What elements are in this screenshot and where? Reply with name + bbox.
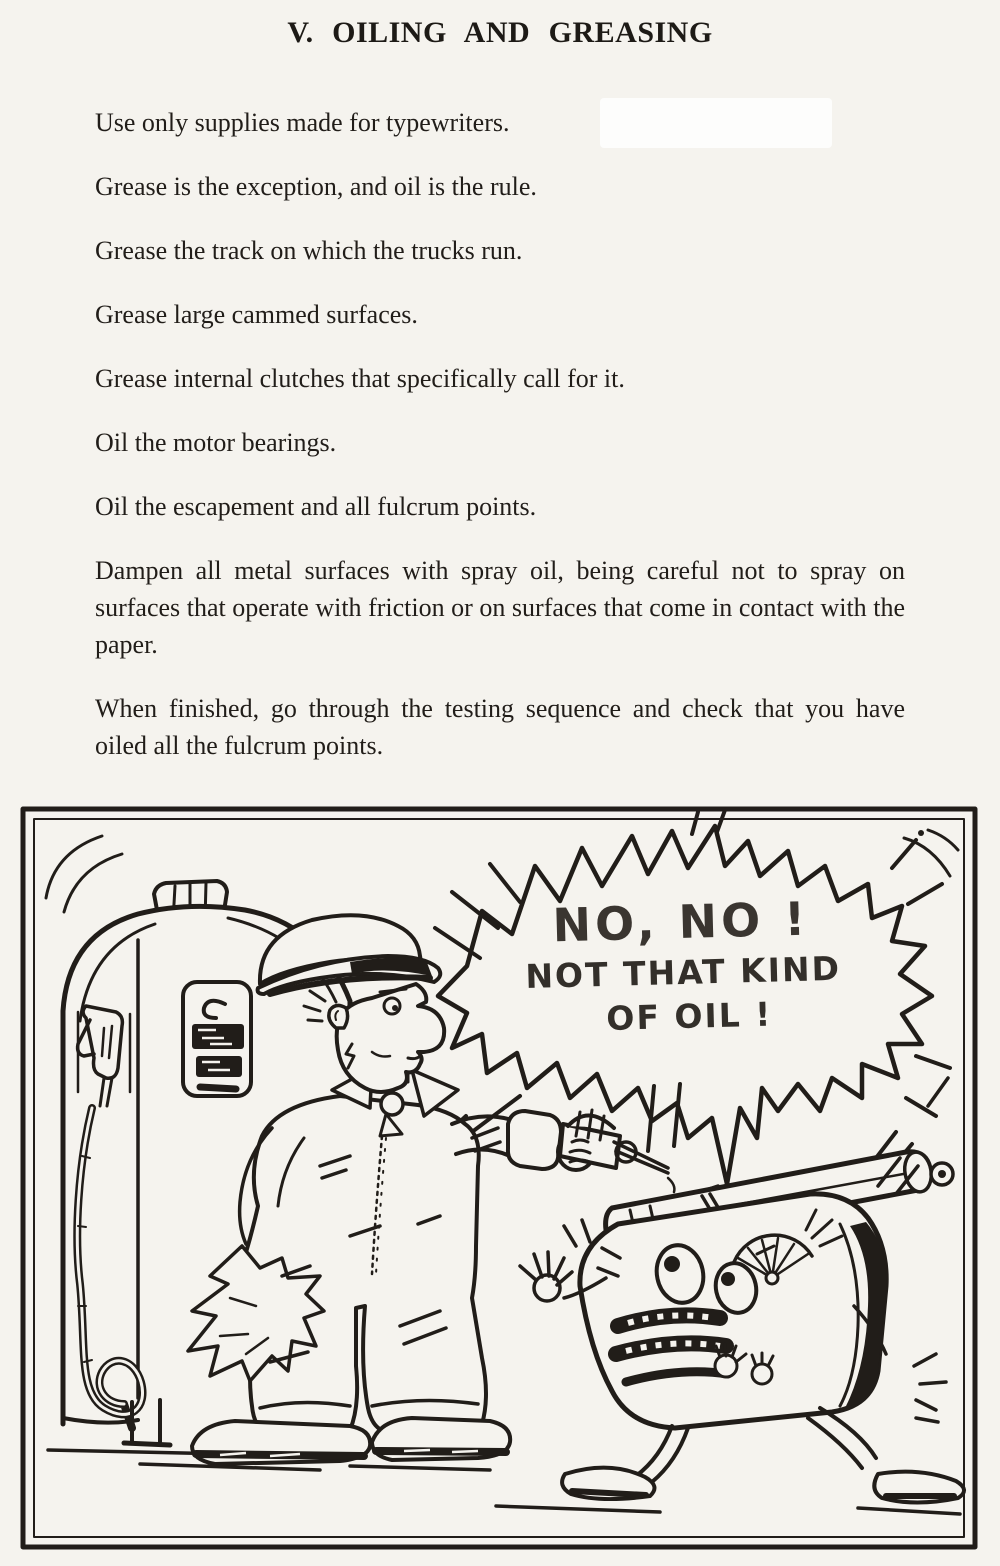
paragraph: Use only supplies made for typewriters. [95, 108, 510, 137]
paragraph: Grease is the exception, and oil is the rule. [95, 172, 537, 201]
page-title: V. OILING AND GREASING [287, 16, 713, 49]
paragraph: Grease the track on which the trucks run. [95, 236, 523, 265]
paragraph: Oil the motor bearings. [95, 428, 337, 457]
speech-text-line1: NO, NO ! [551, 891, 810, 953]
typewriter-legs [562, 1408, 964, 1503]
paragraph: Grease large cammed surfaces. [95, 300, 418, 329]
speech-text-line3: OF OIL ! [605, 994, 773, 1038]
cartoon-panel [20, 806, 978, 1550]
paragraph: When finished, go through the testing sequence and check that you have oiled all the fulcrum points. [95, 694, 905, 760]
paragraph: Grease internal clutches that specifically call for it. [95, 364, 625, 393]
speech-text-line2: NOT THAT KIND [524, 948, 842, 997]
paragraph: Dampen all metal surfaces with spray oil, being careful not to spray on surfaces that operate with friction or on surfaces that come in contact with the paper. [95, 556, 905, 659]
paragraph: Oil the escapement and all fulcrum points. [95, 492, 537, 521]
attendant-shoes [192, 1418, 510, 1464]
cartoon-illustration [20, 806, 978, 1550]
instruction-text [95, 104, 905, 791]
